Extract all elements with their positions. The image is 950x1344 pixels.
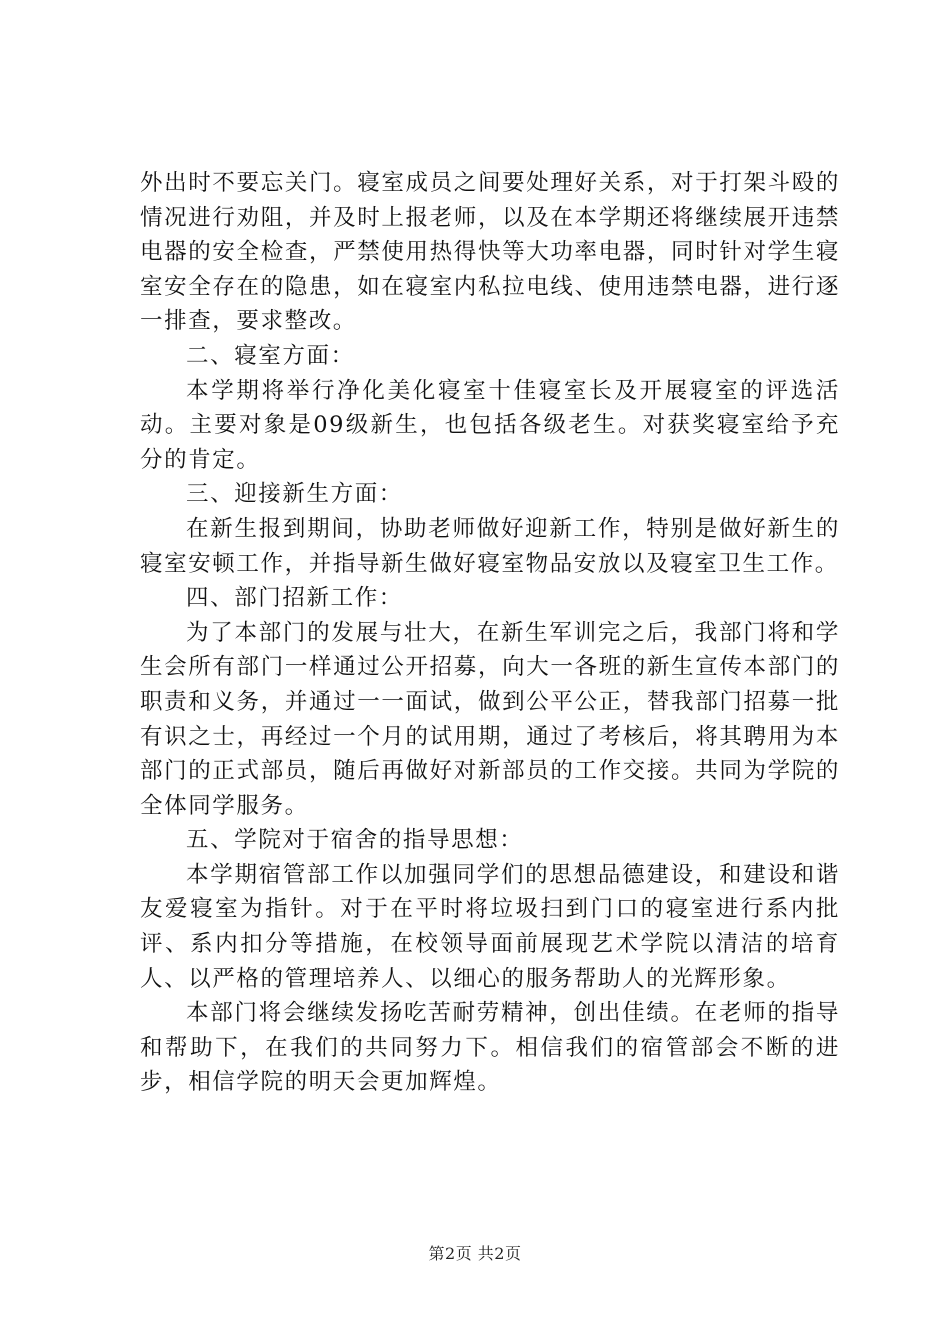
section-heading-guidance: 五、学院对于宿舍的指导思想： xyxy=(186,827,524,854)
section-heading-dormitory: 二、寝室方面： xyxy=(186,342,355,369)
paragraph-conclusion: 本部门将会继续发扬吃苦耐劳精神，创出佳绩。在老师的指导和帮助下，在我们的共同努力下。相信我们的宿管部会不断的进步，相信学院的明天会更加辉煌。 xyxy=(140,1000,840,1096)
section-heading-recruitment: 四、部门招新工作： xyxy=(186,585,403,612)
page-number-footer: 第2页 共2页 xyxy=(428,1244,522,1263)
section-heading-welcome: 三、迎接新生方面： xyxy=(186,481,403,508)
paragraph-guidance: 本学期宿管部工作以加强同学们的思想品德建设，和建设和谐友爱寝室为指针。对于在平时将垃圾扫到门口的寝室进行系内批评、系内扣分等措施，在校领导面前展现艺术学院以清洁的培育人、以严格的管理培养人、以细心的服务帮助人的光辉形象。 xyxy=(140,861,840,992)
paragraph-recruitment: 为了本部门的发展与壮大，在新生军训完之后，我部门将和学生会所有部门一样通过公开招募，向大一各班的新生宣传本部门的职责和义务，并通过一一面试，做到公平公正，替我部门招募一批有识之士，再经过一个月的试用期，通过了考核后，将其聘用为本部门的正式部员，随后再做好对新部员的工作交接。共同为学院的全体同学服务。 xyxy=(140,619,840,819)
paragraph-continuation: 外出时不要忘关门。寝室成员之间要处理好关系，对于打架斗殴的情况进行劝阻，并及时上报老师，以及在本学期还将继续展开违禁电器的安全检查，严禁使用热得快等大功率电器，同时针对学生寝室安全存在的隐患，如在寝室内私拉电线、使用违禁电器，进行逐一排查，要求整改。 xyxy=(140,170,840,335)
document-body xyxy=(140,166,840,1100)
paragraph-dormitory: 本学期将举行净化美化寝室十佳寝室长及开展寝室的评选活动。主要对象是09级新生，也包括各级老生。对获奖寝室给予充分的肯定。 xyxy=(140,377,840,473)
paragraph-welcome: 在新生报到期间，协助老师做好迎新工作，特别是做好新生的寝室安顿工作，并指导新生做好寝室物品安放以及寝室卫生工作。 xyxy=(140,515,840,577)
